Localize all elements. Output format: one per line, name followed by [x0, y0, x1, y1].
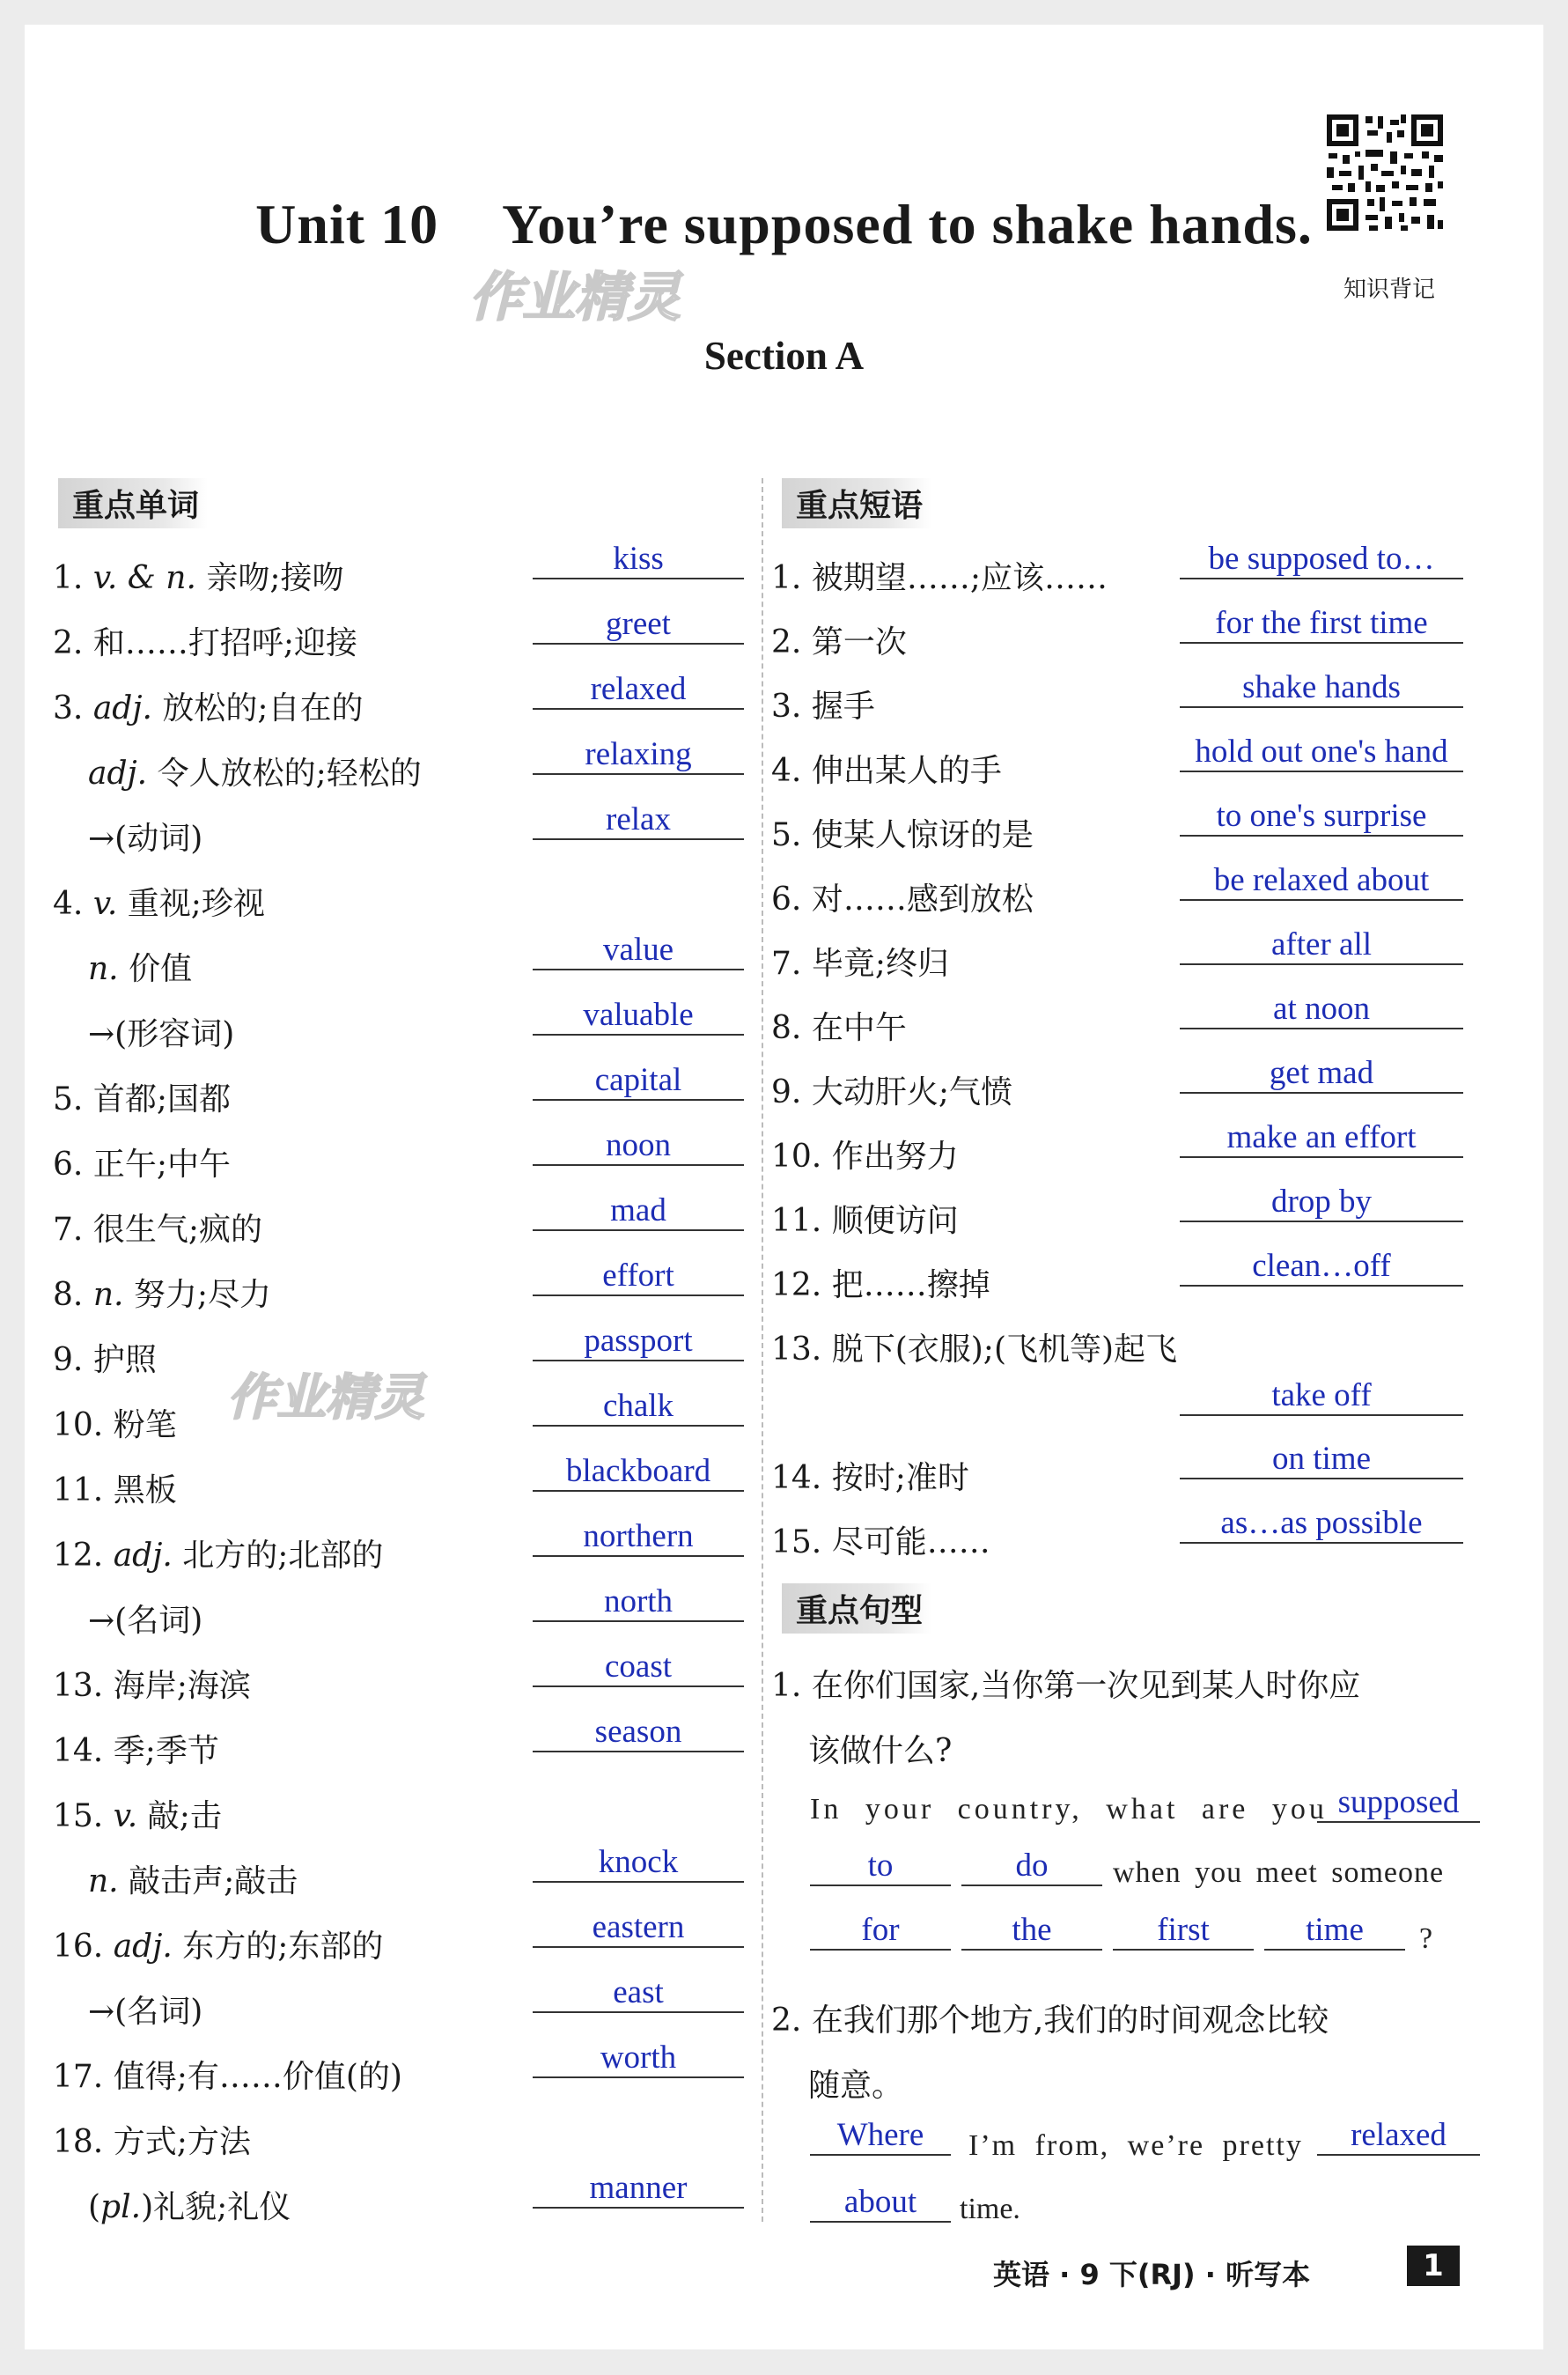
- item-chinese: 重视;珍视: [127, 886, 265, 922]
- answer-blank[interactable]: knock: [533, 1844, 744, 1883]
- unit-title: You’re supposed to shake hands.: [502, 193, 1313, 255]
- answer-blank[interactable]: supposed: [1317, 1784, 1480, 1823]
- item-chinese: 脱下(衣服);(飞机等)起飞: [831, 1331, 1178, 1368]
- item-number: 15.: [771, 1524, 822, 1560]
- vocab-item-label: (pl.)礼貌;礼仪: [88, 2189, 291, 2225]
- item-number: 4.: [53, 886, 84, 922]
- sentence-number: 2.: [771, 2003, 802, 2039]
- sentence-2-prompt-cont: 随意。: [808, 2068, 904, 2104]
- item-chinese: 敲击声;敲击: [129, 1863, 298, 1899]
- item-number: 12.: [771, 1267, 822, 1303]
- vocab-heading: 重点单词: [58, 478, 208, 528]
- answer-blank[interactable]: relaxing: [533, 736, 744, 775]
- item-chinese: 被期望……;应该……: [811, 560, 1108, 596]
- vocab-item-label: [88, 1987, 202, 2032]
- answer-blank[interactable]: after all: [1180, 926, 1463, 965]
- item-number: 12.: [53, 1538, 104, 1574]
- sentence-1-punct: ?: [1419, 1922, 1433, 1955]
- sentence-2-english: I’m from, we’re pretty: [968, 2129, 1303, 2162]
- item-number: 1.: [53, 560, 84, 596]
- answer-blank[interactable]: to: [810, 1848, 951, 1886]
- answer-blank[interactable]: effort: [533, 1258, 744, 1296]
- part-of-speech: adj.: [113, 1538, 173, 1574]
- phrase-item-label: [771, 1067, 1012, 1112]
- vocab-item-label: [53, 1074, 231, 1119]
- answer-blank[interactable]: valuable: [533, 997, 744, 1036]
- phrase-item-label: [771, 746, 1002, 791]
- item-chinese: 第一次: [811, 624, 907, 660]
- answer-blank[interactable]: capital: [533, 1062, 744, 1101]
- item-number: 3.: [53, 690, 84, 727]
- item-chinese: 黑板: [113, 1472, 177, 1508]
- item-chinese: 在中午: [811, 1010, 907, 1046]
- item-number: 6.: [53, 1147, 84, 1183]
- vocab-item-label: [53, 1270, 271, 1315]
- vocab-item-label: [88, 1596, 202, 1641]
- vocab-item-label: [88, 814, 202, 859]
- item-number: 9.: [53, 1342, 84, 1378]
- item-chinese: 令人放松的;轻松的: [157, 756, 422, 792]
- item-chinese: 敲;击: [147, 1798, 222, 1834]
- item-number: 13.: [53, 1668, 104, 1704]
- vocab-item-label: [88, 1009, 234, 1054]
- footer-text: 英语 · 9 下(RJ) · 听写本: [993, 2258, 1311, 2291]
- item-number: 1.: [771, 560, 802, 596]
- item-chinese: 使某人惊讶的是: [811, 817, 1034, 853]
- phrase-item-label: [771, 1196, 959, 1241]
- answer-blank[interactable]: value: [533, 932, 744, 970]
- answer-blank[interactable]: chalk: [533, 1388, 744, 1427]
- part-of-speech: v.: [113, 1798, 138, 1834]
- item-chinese: →(形容词): [88, 1016, 235, 1052]
- item-number: 7.: [771, 946, 802, 982]
- item-chinese: 把……擦掉: [831, 1267, 990, 1303]
- vocab-item-label: [53, 1465, 177, 1510]
- item-number: 2.: [53, 625, 84, 661]
- item-chinese: 方式;方法: [113, 2124, 251, 2160]
- item-chinese: 顺便访问: [831, 1203, 959, 1239]
- phrase-item-label: [771, 617, 907, 662]
- vocab-item-label: [53, 683, 364, 728]
- part-of-speech: n.: [88, 1863, 119, 1899]
- item-chinese: 尽可能……: [831, 1524, 990, 1560]
- item-number: 7.: [53, 1212, 84, 1248]
- vocab-item-label: [53, 2052, 402, 2097]
- item-number: 14.: [771, 1460, 822, 1496]
- phrase-item-label: [771, 1453, 969, 1498]
- phrase-item-label: [771, 810, 1034, 855]
- phrase-item-label: [771, 939, 949, 984]
- phrase-item-label: [771, 874, 1034, 919]
- item-number: 3.: [771, 689, 802, 725]
- answer-blank[interactable]: relaxed: [533, 671, 744, 710]
- item-number: 10.: [53, 1407, 104, 1443]
- answer-blank[interactable]: manner: [533, 2170, 744, 2209]
- section-title: Section A: [703, 334, 865, 378]
- answer-blank[interactable]: be relaxed about: [1180, 862, 1463, 901]
- item-chinese: 海岸;海滨: [113, 1668, 251, 1704]
- item-chinese: 首都;国都: [92, 1081, 231, 1117]
- item-chinese: 伸出某人的手: [811, 753, 1002, 789]
- item-chinese: →(名词): [88, 1603, 203, 1639]
- vocab-item-label: [53, 2117, 251, 2162]
- sentence-2-prompt: [771, 1995, 1329, 2040]
- vocab-item-label: [88, 944, 192, 989]
- sentence-chinese: 在你们国家,当你第一次见到某人时你应: [811, 1668, 1361, 1704]
- answer-blank[interactable]: as…as possible: [1180, 1505, 1463, 1544]
- item-chinese: 作出努力: [831, 1139, 959, 1175]
- item-number: 15.: [53, 1798, 104, 1834]
- item-chinese: 东方的;东部的: [182, 1929, 384, 1965]
- item-chinese: 握手: [811, 689, 875, 725]
- answer-blank[interactable]: season: [533, 1714, 744, 1752]
- part-of-speech: n.: [88, 951, 119, 987]
- vocab-item-label: [53, 1726, 219, 1771]
- phrase-item-label: [771, 1003, 907, 1048]
- phrase-item-label: [771, 1517, 990, 1562]
- answer-blank[interactable]: mad: [533, 1192, 744, 1231]
- answer-blank[interactable]: for the first time: [1180, 605, 1463, 644]
- item-chinese: 很生气;疯的: [92, 1212, 262, 1248]
- item-number: 14.: [53, 1733, 104, 1769]
- answer-blank[interactable]: hold out one's hand: [1180, 734, 1463, 772]
- item-number: 9.: [771, 1074, 802, 1110]
- vocab-item-label: [53, 1661, 251, 1706]
- unit-number: Unit 10: [255, 193, 439, 255]
- qr-label: 知识背记: [1343, 277, 1435, 303]
- answer-blank[interactable]: the: [961, 1912, 1102, 1951]
- answer-blank[interactable]: shake hands: [1180, 669, 1463, 708]
- item-chinese: 和……打招呼;迎接: [92, 625, 357, 661]
- vocab-item-label: [53, 618, 357, 663]
- part-of-speech: v. & n.: [92, 560, 196, 596]
- phrase-item-label: [771, 682, 875, 727]
- item-number: 5.: [771, 817, 802, 853]
- item-number: 18.: [53, 2124, 104, 2160]
- item-number: 5.: [53, 1081, 84, 1117]
- item-chinese: 北方的;北部的: [182, 1538, 384, 1574]
- page-title: [25, 192, 1543, 257]
- phrase-item-label: [771, 1132, 959, 1176]
- vocab-item-label: [53, 1400, 177, 1445]
- item-chinese: 毕竟;终归: [811, 946, 949, 982]
- vocab-item-label: [53, 1921, 383, 1966]
- answer-blank[interactable]: first: [1113, 1912, 1254, 1951]
- vocab-item-label: [53, 1205, 262, 1250]
- item-chinese: 对……感到放松: [811, 881, 1034, 918]
- item-chinese: →(名词): [88, 1994, 203, 2030]
- item-chinese: 礼貌;礼仪: [153, 2189, 291, 2225]
- item-chinese: 放松的;自在的: [162, 690, 364, 727]
- vocab-item-label: [53, 553, 343, 598]
- sentence-1-english-cont: when you meet someone: [1113, 1856, 1445, 1889]
- answer-blank[interactable]: on time: [1180, 1441, 1463, 1479]
- item-number: 6.: [771, 881, 802, 918]
- watermark: 作业精灵: [469, 267, 681, 328]
- answer-blank[interactable]: take off: [1180, 1377, 1463, 1416]
- item-chinese: →(动词): [88, 821, 203, 857]
- answer-blank[interactable]: passport: [533, 1323, 744, 1361]
- watermark: 作业精灵: [227, 1369, 424, 1427]
- item-chinese: 努力;尽力: [133, 1277, 272, 1313]
- item-chinese: 护照: [92, 1342, 157, 1378]
- part-of-speech: adj.: [113, 1929, 173, 1965]
- qr-code-icon[interactable]: [1323, 111, 1447, 234]
- part-of-speech: v.: [92, 886, 118, 922]
- item-chinese: 亲吻;接吻: [206, 560, 344, 596]
- item-chinese: 价值: [129, 951, 193, 987]
- answer-blank[interactable]: for: [810, 1912, 951, 1951]
- answer-blank[interactable]: eastern: [533, 1909, 744, 1948]
- answer-blank[interactable]: greet: [533, 606, 744, 645]
- part-of-speech: pl.: [100, 2189, 142, 2225]
- item-chinese: 大动肝火;气愤: [811, 1074, 1012, 1110]
- item-chinese: 粉笔: [113, 1407, 177, 1443]
- answer-blank[interactable]: to one's surprise: [1180, 798, 1463, 837]
- answer-blank[interactable]: relax: [533, 801, 744, 840]
- answer-blank[interactable]: make an effort: [1180, 1119, 1463, 1158]
- vocab-item-label: [53, 1335, 157, 1380]
- phrase-item-label: [771, 553, 1108, 598]
- answer-blank[interactable]: worth: [533, 2039, 744, 2078]
- item-number: 11.: [53, 1472, 104, 1508]
- sentence-2-english-end: time.: [960, 2193, 1020, 2225]
- part-of-speech: adj.: [92, 690, 152, 727]
- item-number: 16.: [53, 1929, 104, 1965]
- answer-blank[interactable]: east: [533, 1974, 744, 2013]
- answer-blank[interactable]: north: [533, 1583, 744, 1622]
- answer-blank[interactable]: kiss: [533, 541, 744, 579]
- item-chinese: 正午;中午: [92, 1147, 231, 1183]
- sentences-heading: 重点句型: [782, 1583, 931, 1634]
- vocab-item-label: [53, 879, 265, 924]
- item-chinese: 值得;有……价值(的): [113, 2059, 402, 2095]
- sentence-1-prompt-cont: 该做什么?: [808, 1733, 953, 1769]
- vocab-item-label: [53, 1530, 383, 1575]
- sentence-number: 1.: [771, 1668, 802, 1704]
- answer-blank[interactable]: time: [1264, 1912, 1405, 1951]
- item-number: 17.: [53, 2059, 104, 2095]
- item-chinese: 按时;准时: [831, 1460, 969, 1496]
- answer-blank[interactable]: noon: [533, 1127, 744, 1166]
- answer-blank[interactable]: northern: [533, 1518, 744, 1557]
- answer-blank[interactable]: about: [810, 2184, 951, 2223]
- part-of-speech: adj.: [88, 756, 148, 792]
- sentence-1-prompt: [771, 1661, 1360, 1706]
- page-number: 1: [1407, 2246, 1460, 2286]
- answer-blank[interactable]: do: [961, 1848, 1102, 1886]
- answer-blank[interactable]: get mad: [1180, 1055, 1463, 1094]
- vocab-item-label: [53, 1791, 222, 1836]
- item-number: 11.: [771, 1203, 822, 1239]
- vocab-item-label: [53, 1140, 231, 1184]
- item-number: 2.: [771, 624, 802, 660]
- phrase-item-label: [771, 1324, 1177, 1369]
- worksheet-page: [25, 25, 1543, 2349]
- answer-blank[interactable]: clean…off: [1180, 1248, 1463, 1287]
- answer-blank[interactable]: at noon: [1180, 991, 1463, 1029]
- answer-blank[interactable]: coast: [533, 1648, 744, 1687]
- column-divider: [762, 478, 763, 2222]
- vocab-item-label: [88, 1856, 298, 1901]
- item-number: 8.: [53, 1277, 84, 1313]
- part-of-speech: n.: [92, 1277, 124, 1313]
- item-number: 13.: [771, 1331, 822, 1368]
- sentence-chinese: 在我们那个地方,我们的时间观念比较: [811, 2003, 1329, 2039]
- item-number: 8.: [771, 1010, 802, 1046]
- answer-blank[interactable]: be supposed to…: [1180, 541, 1463, 579]
- answer-blank[interactable]: blackboard: [533, 1453, 744, 1492]
- sentence-1-english: In your country, what are you: [810, 1793, 1328, 1826]
- item-number: 4.: [771, 753, 802, 789]
- item-number: 10.: [771, 1139, 822, 1175]
- answer-blank[interactable]: Where: [810, 2117, 951, 2156]
- vocab-item-label: [88, 749, 422, 793]
- answer-blank[interactable]: relaxed: [1317, 2117, 1480, 2156]
- phrase-item-label: [771, 1260, 990, 1305]
- item-chinese: 季;季节: [113, 1733, 219, 1769]
- answer-blank[interactable]: drop by: [1180, 1184, 1463, 1222]
- phrases-heading: 重点短语: [782, 478, 931, 528]
